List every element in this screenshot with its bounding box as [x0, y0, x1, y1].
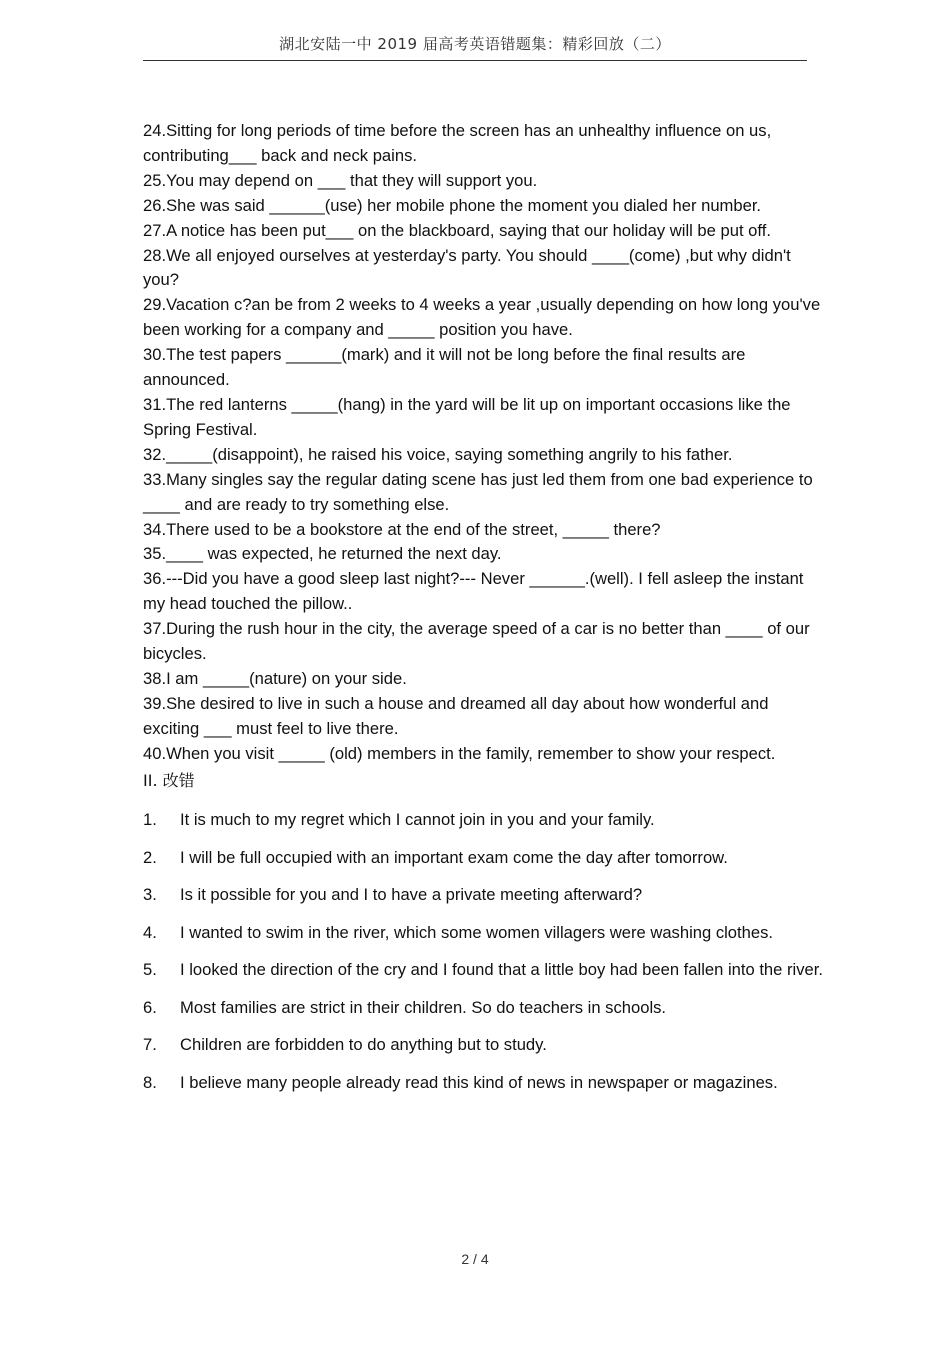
item-number: 7.: [143, 1035, 157, 1055]
correction-item: [143, 801, 828, 839]
item-text: I wanted to swim in the river, which some women villagers were washing clothes.: [180, 922, 774, 942]
item-text: I believe many people already read this kind of news in newspaper or magazines.: [180, 1072, 778, 1092]
question-35: 35.____ was expected, he returned the next day.: [143, 544, 502, 564]
item-text: Children are forbidden to do anything but to study.: [180, 1035, 547, 1055]
page-number: 2 / 4: [461, 1251, 489, 1267]
question-26: 26.She was said ______(use) her mobile phone the moment you dialed her number.: [143, 195, 762, 215]
item-number: 6.: [143, 997, 157, 1017]
question-40: 40.When you visit _____ (old) members in the family, remember to show your respect.: [143, 743, 776, 763]
correction-item: [143, 839, 828, 877]
item-number: 5.: [143, 960, 157, 980]
question-31: 31.The red lanterns _____(hang) in the yard will be lit up on important occasions like the Spring Festival.: [143, 394, 791, 439]
question-36: 36.---Did you have a good sleep last night?--- Never ______.(well). I fell asleep the instant my head touched the pillow..: [143, 569, 804, 614]
correction-item: [143, 1026, 828, 1064]
section-title-correction: II. 改错: [143, 770, 195, 790]
question-32: 32._____(disappoint), he raised his voice, saying something angrily to his father.: [143, 444, 733, 464]
question-25: 25.You may depend on ___ that they will support you.: [143, 170, 538, 190]
correction-item: [143, 914, 828, 952]
question-28: 28.We all enjoyed ourselves at yesterday's party. You should ____(come) ,but why didn't you?: [143, 245, 791, 290]
document-body: [143, 119, 828, 1101]
item-number: 3.: [143, 885, 157, 905]
page-header: 湖北安陆一中 2019 届高考英语错题集：精彩回放（二）: [143, 33, 807, 61]
question-34: 34.There used to be a bookstore at the end of the street, _____ there?: [143, 519, 661, 539]
correction-item: [143, 876, 828, 914]
item-text: Is it possible for you and I to have a private meeting afterward?: [180, 885, 643, 905]
question-38: 38.I am _____(nature) on your side.: [143, 668, 407, 688]
question-37: 37.During the rush hour in the city, the average speed of a car is no better than ____ of our bicycles.: [143, 619, 810, 664]
item-text: It is much to my regret which I cannot join in you and your family.: [180, 810, 655, 830]
question-33: 33.Many singles say the regular dating scene has just led them from one bad experience to ____ and are ready to try something else.: [143, 469, 813, 514]
question-29: 29.Vacation c?an be from 2 weeks to 4 weeks a year ,usually depending on how long you've been working for a company and _____ position you have.: [143, 295, 821, 340]
question-39: 39.She desired to live in such a house and dreamed all day about how wonderful and exciting ___ must feel to live there.: [143, 693, 769, 738]
question-24: 24.Sitting for long periods of time before the screen has an unhealthy influence on us, contributing___ back and neck pains.: [143, 121, 772, 165]
item-number: 8.: [143, 1072, 157, 1092]
item-number: 4.: [143, 922, 157, 942]
question-27: 27.A notice has been put___ on the blackboard, saying that our holiday will be put off.: [143, 220, 771, 240]
correction-item: [143, 989, 828, 1027]
correction-list: [143, 801, 828, 1101]
item-number: 2.: [143, 847, 157, 867]
correction-item: [143, 951, 828, 989]
item-text: I looked the direction of the cry and I found that a little boy had been fallen into the river.: [180, 960, 823, 980]
item-number: 1.: [143, 810, 157, 830]
correction-item: [143, 1064, 828, 1102]
item-text: I will be full occupied with an important exam come the day after tomorrow.: [180, 847, 728, 867]
question-30: 30.The test papers ______(mark) and it will not be long before the final results are announced.: [143, 345, 746, 390]
item-text: Most families are strict in their children. So do teachers in schools.: [180, 997, 667, 1017]
